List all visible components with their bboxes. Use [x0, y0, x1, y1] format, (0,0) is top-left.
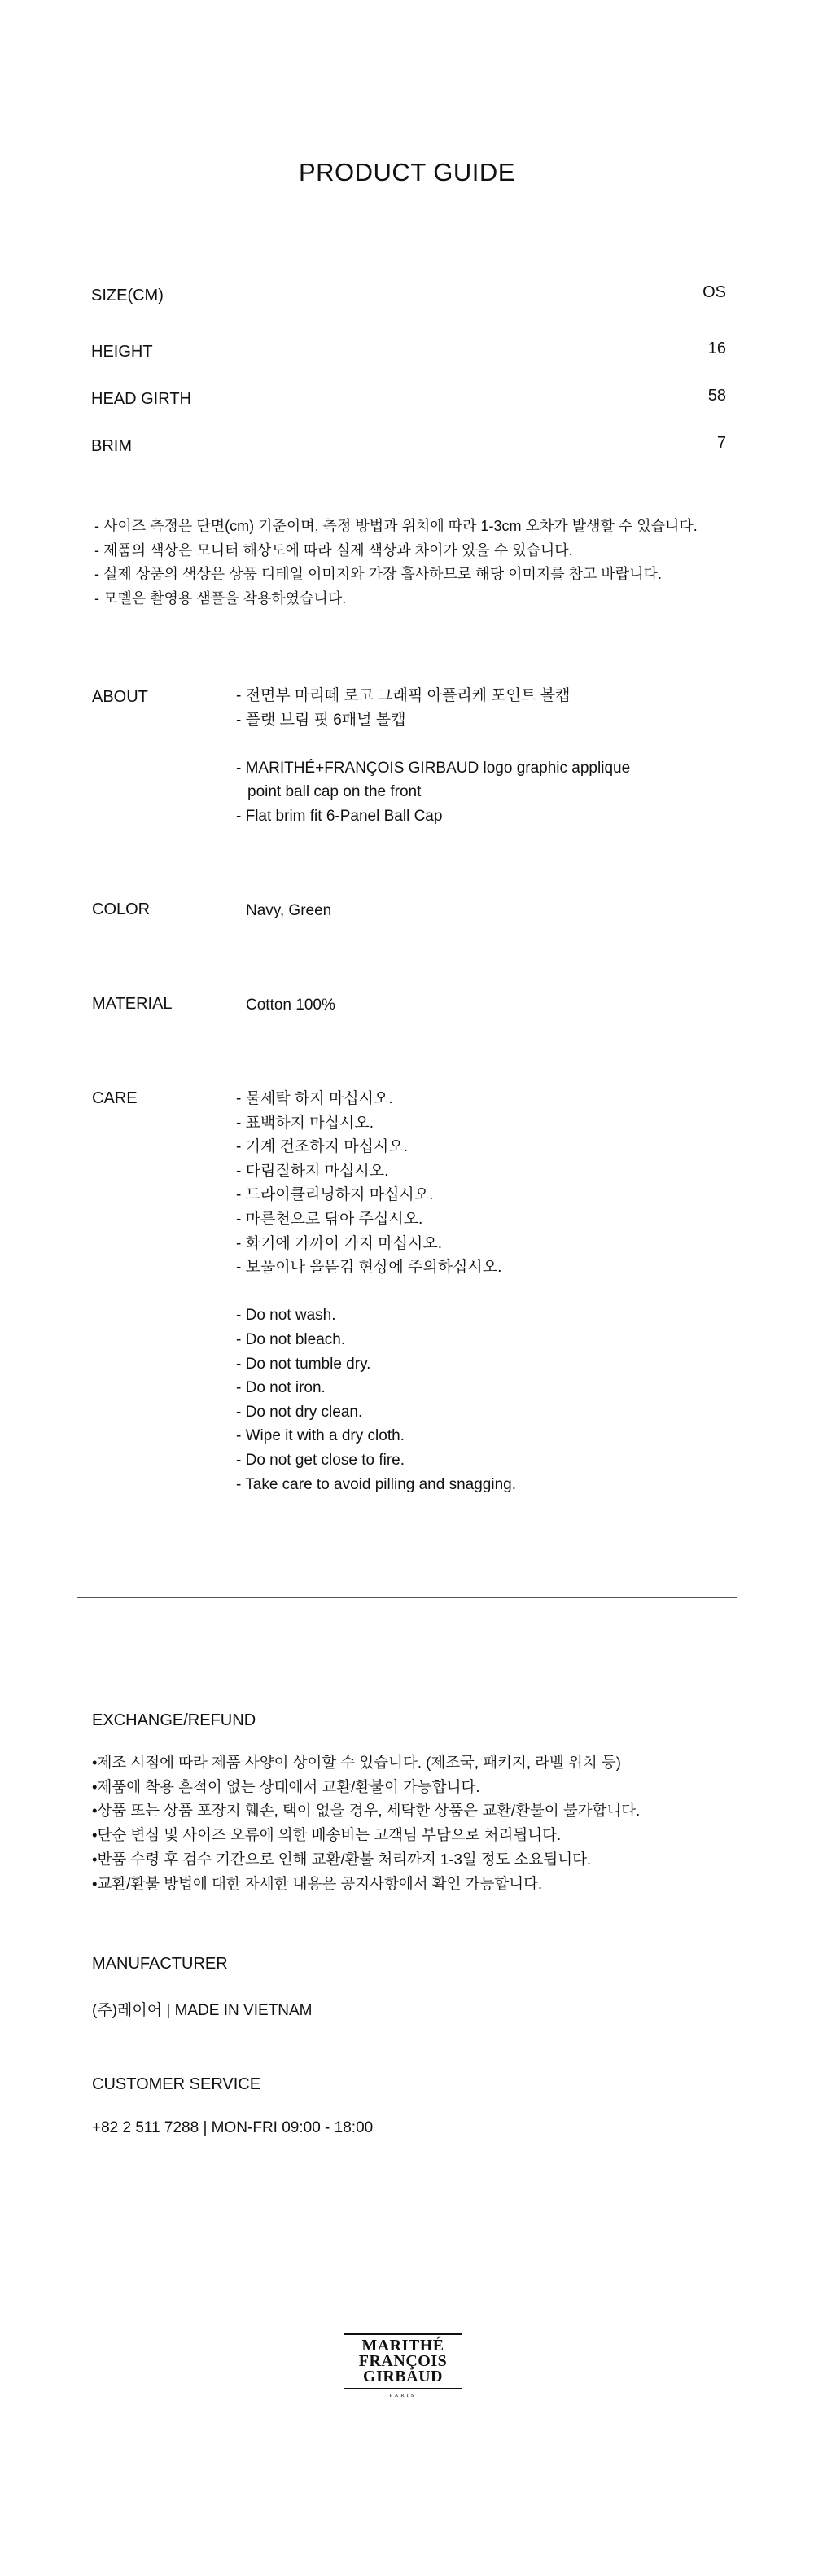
note-line: - 제품의 색상은 모니터 해상도에 따라 실제 색상과 차이가 있을 수 있습니다.: [94, 541, 573, 559]
care-line: - 화기에 가까이 가지 마십시오.: [236, 1234, 442, 1252]
material-value: Cotton 100%: [246, 997, 335, 1014]
logo-line: FRANÇOIS: [358, 2351, 448, 2370]
logo-rule: [344, 2388, 462, 2390]
size-row-value: 58: [707, 387, 726, 405]
exchange-item: •상품 또는 상품 포장지 훼손, 택이 없을 경우, 세탁한 상품은 교환/환불이 불가합니다.: [92, 1802, 641, 1820]
logo-subtitle: PARIS: [389, 2393, 417, 2399]
care-line: - Take care to avoid pilling and snagging.: [236, 1475, 516, 1493]
about-line: - MARITHÉ+FRANÇOIS GIRBAUD logo graphic applique: [236, 759, 631, 777]
care-line: - Do not tumble dry.: [236, 1355, 371, 1373]
note-line: - 사이즈 측정은 단면(cm) 기준이며, 측정 방법과 위치에 따라 1-3cm 오차가 발생할 수 있습니다.: [94, 518, 698, 534]
logo-rule: [344, 2333, 462, 2335]
exchange-list: [92, 1750, 640, 1895]
exchange-item: •단순 변심 및 사이즈 오류에 의한 배송비는 고객님 부담으로 처리됩니다.: [92, 1826, 562, 1844]
note-line: - 실제 상품의 색상은 상품 디테일 이미지와 가장 흡사하므로 해당 이미지를 참고 바랍니다.: [94, 566, 662, 582]
spacer: [236, 1280, 516, 1304]
customer-service-value: +82 2 511 7288 | MON-FRI 09:00 - 18:00: [92, 2119, 374, 2136]
about-line: - 플랫 브림 핏 6패널 볼캡: [236, 711, 406, 729]
size-notes: [94, 515, 698, 611]
care-line: - Do not get close to fire.: [236, 1451, 405, 1469]
about-label: ABOUT: [92, 688, 148, 706]
size-row-label: HEAD GIRTH: [91, 390, 191, 408]
size-header-value: OS: [702, 283, 726, 301]
care-line: - Do not wash.: [236, 1307, 336, 1325]
care-line: - 물세탁 하지 마십시오.: [236, 1090, 393, 1107]
color-value: Navy, Green: [246, 902, 332, 919]
care-line: - 마른천으로 닦아 주십시오.: [236, 1210, 423, 1228]
care-label: CARE: [92, 1089, 138, 1107]
exchange-item: •반품 수령 후 검수 기간으로 인해 교환/환불 처리까지 1-3일 정도 소요됩니다.: [92, 1850, 592, 1868]
size-header-label: SIZE(CM): [91, 287, 164, 304]
care-line: - Do not bleach.: [236, 1330, 346, 1348]
section-divider: [77, 1597, 737, 1598]
about-line: point ball cap on the front: [247, 783, 422, 801]
size-row-value: 7: [716, 434, 726, 452]
size-row-label: BRIM: [91, 437, 132, 455]
care-line: - 다림질하지 마십시오.: [236, 1162, 389, 1180]
care-line: - Do not iron.: [236, 1379, 326, 1397]
manufacturer-label: MANUFACTURER: [92, 1955, 228, 1973]
care-line: - 보풀이나 올뜯김 현상에 주의하십시오.: [236, 1259, 502, 1277]
size-row-label: HEIGHT: [91, 343, 153, 361]
about-line: - Flat brim fit 6-Panel Ball Cap: [236, 807, 443, 825]
spacer: [236, 732, 630, 756]
exchange-item: •교환/환불 방법에 대한 자세한 내용은 공지사항에서 확인 가능합니다.: [92, 1874, 543, 1892]
care-line: - 드라이클리닝하지 마십시오.: [236, 1186, 434, 1204]
note-line: - 모델은 촬영용 샘플을 착용하였습니다.: [94, 589, 347, 607]
exchange-item: •제품에 착용 흔적이 없는 상태에서 교환/환불이 가능합니다.: [92, 1777, 480, 1795]
brand-logo: [344, 2333, 462, 2399]
care-line: - Do not dry clean.: [236, 1403, 363, 1421]
exchange-label: EXCHANGE/REFUND: [92, 1711, 256, 1729]
color-label: COLOR: [92, 900, 151, 918]
about-line: - 전면부 마리떼 로고 그래픽 아플리케 포인트 볼캡: [236, 687, 571, 704]
about-text: [236, 684, 630, 829]
customer-service-label: CUSTOMER SERVICE: [92, 2075, 261, 2093]
care-text: [236, 1087, 516, 1496]
care-line: - 기계 건조하지 마십시오.: [236, 1138, 408, 1156]
care-line: - 표백하지 마십시오.: [236, 1114, 374, 1132]
material-label: MATERIAL: [92, 995, 173, 1013]
page-title: PRODUCT GUIDE: [298, 158, 515, 186]
size-row-value: 16: [707, 340, 726, 357]
logo-line: GIRBAUD: [363, 2367, 443, 2385]
exchange-item: •제조 시점에 따라 제품 사양이 상이할 수 있습니다. (제조국, 패키지, 라벨 위치 등): [92, 1754, 621, 1771]
logo-line: MARITHÉ: [361, 2336, 444, 2355]
care-line: - Wipe it with a dry cloth.: [236, 1427, 405, 1445]
manufacturer-value: (주)레이어 | MADE IN VIETNAM: [92, 2002, 313, 2019]
